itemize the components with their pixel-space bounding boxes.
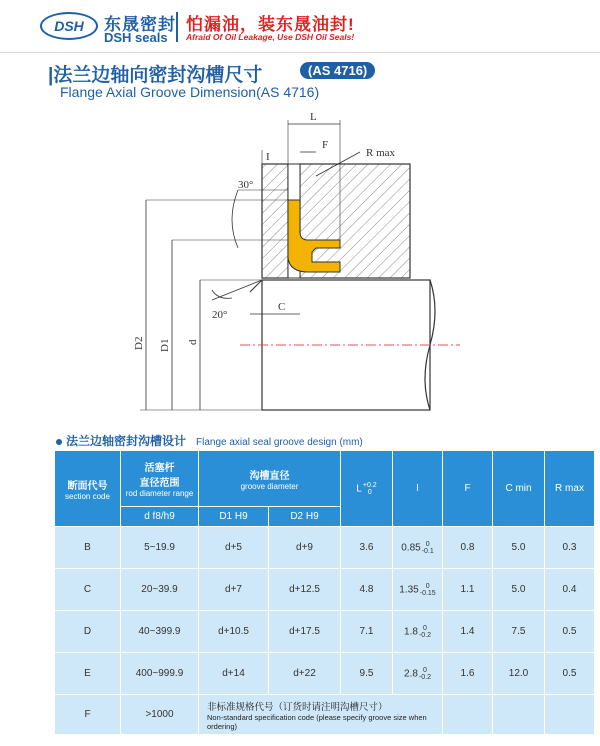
section-heading	[56, 432, 363, 449]
I-tol-dn: -0.2	[418, 673, 431, 681]
cell-L: 7.1	[341, 611, 393, 653]
L-tol-up: +0.2	[362, 481, 377, 489]
logo-text: DSH	[54, 18, 84, 34]
I-tol-dn: -0.1	[421, 547, 434, 555]
table-row	[55, 611, 595, 653]
label-angle30: 30°	[238, 179, 254, 191]
page-title-en: Flange Axial Groove Dimension(AS 4716)	[60, 84, 320, 100]
label-angle20: 20°	[212, 309, 228, 321]
cell-R: 0.4	[545, 569, 595, 611]
cell-D1: d+10.5	[199, 611, 269, 653]
cell-D2: d+22	[269, 653, 341, 695]
standard-badge: (AS 4716)	[300, 62, 375, 79]
header-I: I	[393, 451, 443, 527]
header-divider	[176, 12, 178, 42]
header-rule	[0, 52, 600, 53]
section-title-cn-text: 法兰边轴密封沟槽设计	[66, 434, 187, 448]
header-groove-en: groove diameter	[240, 481, 299, 491]
I-tol-up: 0	[423, 624, 427, 632]
cell-D2: d+12.5	[269, 569, 341, 611]
I-tol-dn: -0.15	[419, 589, 436, 597]
note-en: Non-standard specification code (please specify groove size when ordering)	[207, 712, 427, 731]
table-row	[55, 695, 595, 735]
header-C-min: C min	[493, 451, 545, 527]
cell-d: >1000	[121, 695, 199, 735]
label-rmax: R max	[366, 147, 396, 159]
cell-code: F	[55, 695, 121, 735]
cell-note	[199, 695, 443, 735]
cell-F: 1.6	[443, 653, 493, 695]
header-d: d f8/h9	[121, 507, 199, 527]
header-F: F	[443, 451, 493, 527]
cell-code: D	[55, 611, 121, 653]
note-cn: 非标准规格代号（订货时请注明沟槽尺寸）	[207, 701, 388, 713]
I-tol-up: 0	[423, 666, 427, 674]
header-code-cn: 断面代号	[67, 480, 108, 492]
header-rod-cn: 活塞杆 直径范围	[139, 463, 180, 489]
chamfer-line	[250, 280, 262, 292]
cell-R: 0.5	[545, 611, 595, 653]
cell-d: 20~39.9	[121, 569, 199, 611]
cell-I	[393, 611, 443, 653]
header-code-en: section code	[65, 491, 110, 501]
label-L: L	[310, 111, 317, 123]
slogan-cn: 怕漏油，装东晟油封!	[186, 15, 355, 34]
table-row	[55, 569, 595, 611]
cell-R: 0.5	[545, 653, 595, 695]
cell-I-value: 2.8	[404, 668, 418, 680]
cell-D1: d+7	[199, 569, 269, 611]
cell-d: 400~999.9	[121, 653, 199, 695]
cell-F: 1.1	[443, 569, 493, 611]
cell-R: 0.3	[545, 527, 595, 569]
header-rod-range	[121, 451, 199, 507]
header-L	[341, 451, 393, 527]
section-title-en: Flange axial seal groove design (mm)	[196, 437, 363, 448]
header-L-label: L	[356, 483, 362, 495]
I-tol-up: 0	[425, 540, 430, 548]
header-groove-cn: 沟槽直径	[249, 470, 290, 482]
cell-C: 7.5	[493, 611, 545, 653]
I-tol-dn: -0.2	[418, 631, 431, 639]
section-title-cn	[56, 432, 186, 449]
I-tolerance	[419, 625, 431, 639]
angle30-arc	[232, 190, 238, 248]
cell-I	[393, 569, 443, 611]
cell-D2: d+9	[269, 527, 341, 569]
brand-logo	[40, 12, 98, 40]
label-I: I	[266, 151, 270, 163]
label-d: d	[187, 339, 199, 345]
header-R-max: R max	[545, 451, 595, 527]
slogan-en: Afraid Of Oil Leakage, Use DSH Oil Seals!	[186, 32, 355, 42]
housing-left	[262, 164, 288, 278]
page-header	[0, 0, 600, 54]
housing-top	[300, 164, 410, 278]
cell-code: C	[55, 569, 121, 611]
header-section-code	[55, 451, 121, 527]
cell-I	[393, 653, 443, 695]
cell-d: 40~399.9	[121, 611, 199, 653]
cell-C: 5.0	[493, 569, 545, 611]
I-tolerance	[420, 583, 436, 597]
cell-C: 5.0	[493, 527, 545, 569]
page-title-cn: |法兰边轴向密封沟槽尺寸	[48, 65, 263, 86]
cell-I-value: 1.8	[404, 626, 418, 638]
header-groove-diameter	[199, 451, 341, 507]
label-C: C	[278, 301, 286, 313]
groove-table	[54, 450, 595, 735]
cell-I	[393, 527, 443, 569]
header-rod-en: rod diameter range	[125, 489, 194, 498]
cell-F: 1.4	[443, 611, 493, 653]
cell-L: 3.6	[341, 527, 393, 569]
I-tolerance	[419, 667, 431, 681]
L-tolerance	[363, 482, 377, 496]
cell-I-value: 1.35	[399, 584, 419, 596]
L-tol-dn: 0	[367, 488, 372, 496]
cell-code: B	[55, 527, 121, 569]
I-tolerance	[422, 541, 434, 555]
bullet-icon	[56, 439, 62, 445]
cell-L: 9.5	[341, 653, 393, 695]
cell-L: 4.8	[341, 569, 393, 611]
brand-name-en: DSH seals	[104, 30, 168, 45]
cell-code: E	[55, 653, 121, 695]
brand-name-cn: 东晟密封	[104, 15, 176, 34]
table-row	[55, 527, 595, 569]
label-F: F	[322, 139, 329, 151]
header-D2: D2 H9	[269, 507, 341, 527]
cell-I-value: 0.85	[401, 542, 421, 554]
label-D2: D2	[133, 336, 145, 350]
header-D1: D1 H9	[199, 507, 269, 527]
cell-D2: d+17.5	[269, 611, 341, 653]
table-row	[55, 653, 595, 695]
cell-d: 5~19.9	[121, 527, 199, 569]
groove-diagram	[0, 100, 600, 430]
cell-D1: d+14	[199, 653, 269, 695]
label-D1: D1	[159, 338, 171, 352]
cell-C: 12.0	[493, 653, 545, 695]
I-tol-up: 0	[425, 582, 430, 590]
cell-F: 0.8	[443, 527, 493, 569]
angle20-arc	[212, 290, 232, 298]
cell-empty	[443, 695, 493, 735]
cell-empty	[545, 695, 595, 735]
cell-D1: d+5	[199, 527, 269, 569]
cell-empty	[493, 695, 545, 735]
